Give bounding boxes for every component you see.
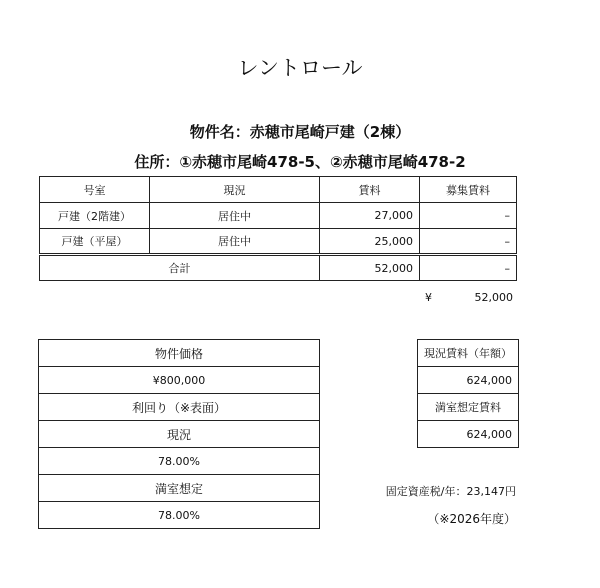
header-room: 号室 [40,177,150,203]
property-address: 住所：①赤穂市尾崎478-5、②赤穂市尾崎478-2 [134,153,466,171]
tax-year-note: （※2026年度） [427,512,516,526]
full-occupancy-rent-label: 満室想定賃料 [418,394,519,421]
total-asking-rent: – [420,255,517,281]
property-tax-note: 固定資産税/年：23,147円 [385,485,516,498]
full-occupancy-yield-value: 78.00% [39,502,320,529]
property-name: 物件名：赤穂市尾崎戸建（2棟） [189,123,411,141]
yield-label: 利回り（※表面） [39,394,320,421]
current-annual-rent-value: 624,000 [418,367,519,394]
document-title: レントロール [237,56,363,80]
table-row [40,203,517,229]
rent-cell: 25,000 [320,229,420,255]
full-occupancy-yield-label: 満室想定 [39,475,320,502]
header-rent: 賃料 [320,177,420,203]
price-label: 物件価格 [39,340,320,367]
rent-cell: 27,000 [320,203,420,229]
total-rent: 52,000 [320,255,420,281]
current-yield-value: 78.00% [39,448,320,475]
yen-symbol: ¥ [425,291,432,304]
table-row [40,229,517,255]
status-cell: 居住中 [150,229,320,255]
price-value: ¥800,000 [39,367,320,394]
full-occupancy-rent-value: 624,000 [418,421,519,448]
header-asking-rent: 募集賃料 [420,177,517,203]
room-cell: 戸建（平屋） [40,229,150,255]
header-status: 現況 [150,177,320,203]
current-yield-label: 現況 [39,421,320,448]
income-table [417,339,519,448]
rent-roll-table [39,176,517,281]
grand-total-value: 52,000 [474,291,513,304]
total-row [40,255,517,281]
price-yield-table [38,339,320,529]
status-cell: 居住中 [150,203,320,229]
room-cell: 戸建（2階建） [40,203,150,229]
asking-rent-cell: – [420,203,517,229]
current-annual-rent-label: 現況賃料（年額） [418,340,519,367]
table-header-row [40,177,517,203]
asking-rent-cell: – [420,229,517,255]
total-label: 合計 [40,255,320,281]
